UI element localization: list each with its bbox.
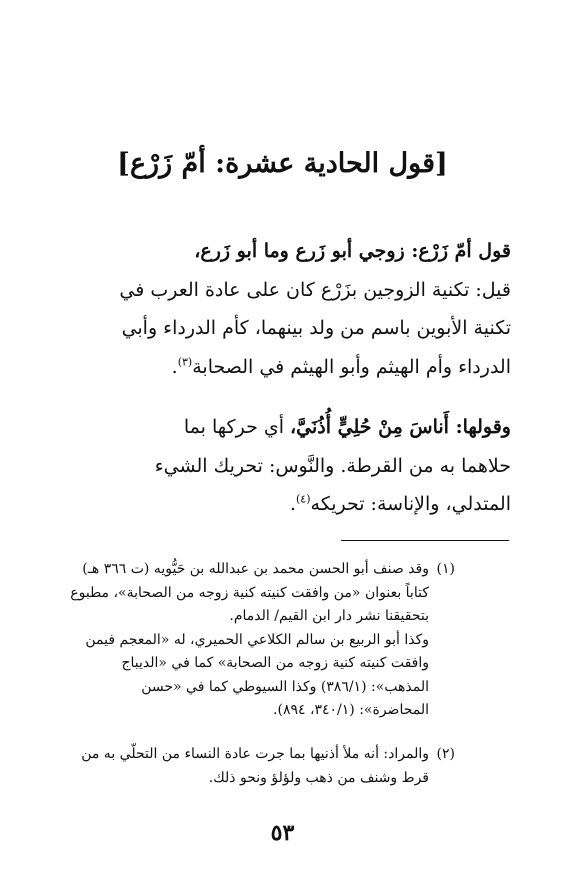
footnote-line: المحاضرة»: (٣٤٠/١، ٨٩٤). (273, 702, 429, 718)
footnote-ref-3: (٣) (177, 355, 193, 369)
paragraph-1-line: قيل: تكنية الزوجين بزَرْع كان على عادة العرب في (119, 278, 511, 301)
paragraph-2-end: . (289, 493, 296, 515)
footnote-line: وقد صنف أبو الحسن محمد بن عبدالله بن حَيُّويه (ت ٣٦٦ هـ) (82, 561, 429, 577)
footnote-1 (0, 558, 455, 723)
paragraph-2-line: حلاهما به من القرطة. والنَّوس: تحريك الشيء (154, 454, 511, 477)
footnote-line: كتاباً بعنوان «من وافقت كنيته كنية زوجه من الصحابة»، مطبوع (70, 584, 429, 601)
paragraph-2-last-text: المتدلي، والإناسة: تحريكه (310, 493, 511, 515)
footnote-line: وكذا أبو الربيع بن سالم الكلاعي الحميري، له «المعجم فيمن (85, 631, 429, 648)
paragraph-1-last-text: الدرداء وأم الهيثم وأبو الهيثم في الصحابة (192, 355, 511, 378)
paragraph-1 (56, 232, 511, 386)
paragraph-2-line-first (56, 408, 511, 447)
footnote-number: (٢) (436, 746, 455, 762)
paragraph-1-line: تكنية الأبوين باسم من ولد بينهما، كأم الدرداء وأبي (121, 317, 511, 339)
page-number: ٥٣ (270, 820, 295, 846)
footnote-2 (0, 743, 455, 790)
footnote-line: المذهب»: (٣٨٦/١) وكذا السيوطي كما في «حسن (141, 678, 429, 695)
paragraph-1-line-last (56, 348, 511, 387)
paragraph-2-first-rest: أي حركها بما (183, 416, 291, 438)
footnote-number: (١) (436, 561, 455, 577)
paragraph-1-end: . (171, 355, 178, 378)
footnote-line: والمراد: أنه ملأ أذنيها بما جرت عادة النساء من التحلّي به من (81, 746, 429, 762)
section-heading: [قول الحادية عشرة: أمّ زَرْع] (117, 148, 448, 179)
footnote-divider (341, 540, 509, 541)
paragraph-2-lead: وقولها: أَناسَ مِنْ حُلِيٍّ أُذُنَيَّ، (290, 416, 511, 438)
paragraph-1-lead: قول أمّ زَرْع: زوجي أبو زَرع وما أبو زَرع، (194, 240, 511, 262)
footnote-line: بتحقيقنا نشر دار ابن القيم/ الدمام. (229, 608, 429, 624)
paragraph-2 (56, 408, 511, 524)
paragraph-2-line-last (56, 485, 511, 524)
footnote-ref-4: (٤) (296, 492, 311, 506)
footnote-body (0, 743, 429, 790)
footnote-body (0, 558, 429, 723)
footnote-line: وافقت كنيته كنية زوجه من الصحابة» كما في «الديباج (121, 655, 429, 671)
footnote-line: قرط وشنف من ذهب ولؤلؤ ونحو ذلك. (208, 769, 429, 786)
